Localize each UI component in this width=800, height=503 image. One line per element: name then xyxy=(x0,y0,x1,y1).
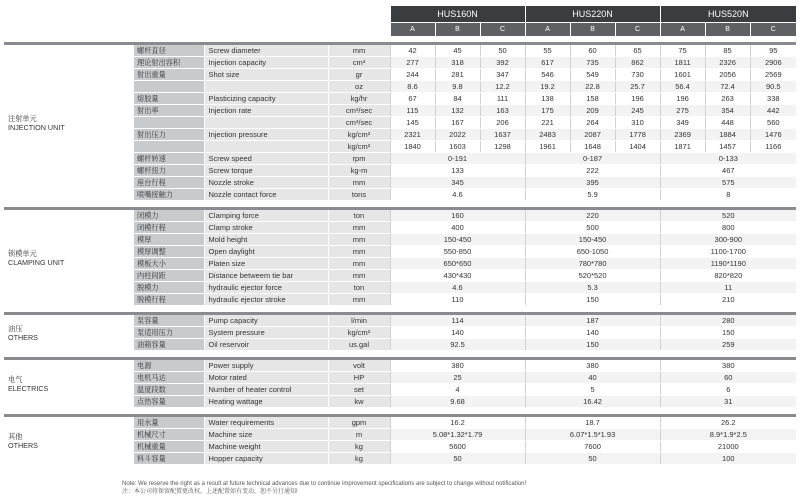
spec-value: 549 xyxy=(570,69,615,81)
spec-value: 42 xyxy=(390,45,435,57)
spec-unit: mm xyxy=(328,234,390,246)
spec-unit: set xyxy=(328,384,390,396)
spec-value: 264 xyxy=(570,117,615,129)
spec-value-merged: 395 xyxy=(525,177,660,189)
spec-value-merged: 259 xyxy=(660,339,796,351)
spec-value: 163 xyxy=(480,105,525,117)
spec-value: 275 xyxy=(660,105,705,117)
spec-value: 60 xyxy=(570,45,615,57)
spec-value: 209 xyxy=(570,105,615,117)
spec-name-cn: 模厚调整 xyxy=(134,246,204,258)
spec-value-merged: 650-1050 xyxy=(525,246,660,258)
group-label-en: OTHERS xyxy=(8,440,38,450)
spec-value: 12.2 xyxy=(480,81,525,93)
spec-value: 95 xyxy=(750,45,796,57)
spec-unit: kg/hr xyxy=(328,93,390,105)
spec-value: 862 xyxy=(615,57,660,69)
model-name: HUS160N xyxy=(390,6,525,23)
spec-name-en: Pump capacity xyxy=(204,315,328,327)
spec-name-cn: 电机马达 xyxy=(134,372,204,384)
spec-value: 75 xyxy=(660,45,705,57)
spec-name-cn: 座台行程 xyxy=(134,177,204,189)
spec-value: 132 xyxy=(435,105,480,117)
spec-name-cn: 点热容量 xyxy=(134,396,204,408)
spec-row xyxy=(4,417,796,429)
spec-unit: us.gal xyxy=(328,339,390,351)
group-label-cn: 其他 xyxy=(8,431,23,441)
spec-value: 1778 xyxy=(615,129,660,141)
spec-name-cn: 闭模行程 xyxy=(134,222,204,234)
spec-value: 2056 xyxy=(705,69,750,81)
spec-value-merged: 5.3 xyxy=(525,282,660,294)
spec-unit: gr xyxy=(328,69,390,81)
spec-name-en: Distance betweem tie bar xyxy=(204,270,328,282)
spec-name-en: Oil reservoir xyxy=(204,339,328,351)
spec-name-cn: 机械重量 xyxy=(134,441,204,453)
variant-label: B xyxy=(570,23,615,37)
spec-unit: mm xyxy=(328,222,390,234)
spec-value: 56.4 xyxy=(660,81,705,93)
spec-value-merged: 4.6 xyxy=(390,282,525,294)
spec-name-cn xyxy=(134,117,204,129)
spec-value-merged: 100 xyxy=(660,453,796,465)
spec-unit: tons xyxy=(328,189,390,201)
spec-value: 9.8 xyxy=(435,81,480,93)
spec-value-merged: 0-133 xyxy=(660,153,796,165)
spec-value: 1166 xyxy=(750,141,796,153)
spec-value: 244 xyxy=(390,69,435,81)
spec-value: 354 xyxy=(705,105,750,117)
spec-value-merged: 160 xyxy=(390,210,525,222)
spec-name-cn: 温度段数 xyxy=(134,384,204,396)
spec-value: 1961 xyxy=(525,141,570,153)
spec-value-merged: 430*430 xyxy=(390,270,525,282)
spec-value-merged: 380 xyxy=(525,360,660,372)
spec-value: 50 xyxy=(480,45,525,57)
model-name: HUS520N xyxy=(660,6,796,23)
spec-value: 25.7 xyxy=(615,81,660,93)
spec-value-merged: 400 xyxy=(390,222,525,234)
spec-value: 349 xyxy=(660,117,705,129)
spec-value-merged: 8 xyxy=(660,189,796,201)
spec-name-cn: 熔胶量 xyxy=(134,93,204,105)
spec-unit: rpm xyxy=(328,153,390,165)
spec-name-cn: 螺杆扭力 xyxy=(134,165,204,177)
spec-value-merged: 150-450 xyxy=(525,234,660,246)
spec-name-cn: 内柱间距 xyxy=(134,270,204,282)
spec-name-en: hydraulic ejector stroke xyxy=(204,294,328,306)
spec-name-en: Motor rated xyxy=(204,372,328,384)
spec-value-merged: 25 xyxy=(390,372,525,384)
spec-value-merged: 820*820 xyxy=(660,270,796,282)
spec-name-en: hydraulic ejector force xyxy=(204,282,328,294)
spec-value-merged: 18.7 xyxy=(525,417,660,429)
spec-value-merged: 800 xyxy=(660,222,796,234)
spec-value-merged: 575 xyxy=(660,177,796,189)
spec-name-cn: 泵适用压力 xyxy=(134,327,204,339)
spec-row xyxy=(4,315,796,327)
spec-value-merged: 780*780 xyxy=(525,258,660,270)
spec-name-cn: 用水量 xyxy=(134,417,204,429)
spec-value-merged: 40 xyxy=(525,372,660,384)
spec-value-merged: 0-187 xyxy=(525,153,660,165)
spec-name-en: Number of heater control xyxy=(204,384,328,396)
spec-value-merged: 5 xyxy=(525,384,660,396)
spec-value: 221 xyxy=(525,117,570,129)
spec-unit: kg-m xyxy=(328,165,390,177)
spec-value-merged: 26.2 xyxy=(660,417,796,429)
spec-value: 2906 xyxy=(750,57,796,69)
group-label xyxy=(4,417,134,465)
spec-value: 1871 xyxy=(660,141,705,153)
spec-name-en: Machine size xyxy=(204,429,328,441)
group-label-cn: 油压 xyxy=(8,323,23,333)
spec-value: 448 xyxy=(705,117,750,129)
spec-value: 85 xyxy=(705,45,750,57)
spec-value: 310 xyxy=(615,117,660,129)
spec-name-en xyxy=(204,117,328,129)
spec-unit: cm³ xyxy=(328,57,390,69)
spec-value: 1404 xyxy=(615,141,660,153)
spec-value-merged: 6 xyxy=(660,384,796,396)
spec-row xyxy=(4,360,796,372)
spec-value-merged: 5.08*1.32*1.79 xyxy=(390,429,525,441)
spec-value: 19.2 xyxy=(525,81,570,93)
spec-unit: mm xyxy=(328,177,390,189)
spec-value-merged: 520 xyxy=(660,210,796,222)
group-label-en: INJECTION UNIT xyxy=(8,122,65,132)
spec-name-en: Nozzle contact force xyxy=(204,189,328,201)
spec-unit: volt xyxy=(328,360,390,372)
spec-name-cn: 模厚 xyxy=(134,234,204,246)
spec-name-en: Injection rate xyxy=(204,105,328,117)
spec-unit: mm xyxy=(328,45,390,57)
spec-value-merged: 5.9 xyxy=(525,189,660,201)
spec-value-merged: 520*520 xyxy=(525,270,660,282)
spec-name-en xyxy=(204,141,328,153)
spec-value-merged: 380 xyxy=(660,360,796,372)
spec-value-merged: 467 xyxy=(660,165,796,177)
spec-value: 67 xyxy=(390,93,435,105)
spec-unit: kg xyxy=(328,453,390,465)
spec-name-cn: 射出重量 xyxy=(134,69,204,81)
variant-label: A xyxy=(525,23,570,37)
spec-value-merged: 11 xyxy=(660,282,796,294)
spec-value-merged: 650*650 xyxy=(390,258,525,270)
spec-value: 65 xyxy=(615,45,660,57)
spec-table xyxy=(4,6,796,465)
spec-value-merged: 150-450 xyxy=(390,234,525,246)
variant-label: A xyxy=(390,23,435,37)
spec-value: 2569 xyxy=(750,69,796,81)
spec-value: 196 xyxy=(660,93,705,105)
spec-unit: cm³/sec xyxy=(328,117,390,129)
spec-value: 145 xyxy=(390,117,435,129)
group-label xyxy=(4,45,134,201)
spec-value-merged: 1190*1190 xyxy=(660,258,796,270)
spec-value: 730 xyxy=(615,69,660,81)
spec-value: 1840 xyxy=(390,141,435,153)
spec-unit: mm xyxy=(328,246,390,258)
spec-row xyxy=(4,45,796,57)
spec-name-cn xyxy=(134,81,204,93)
spec-name-cn: 闭模力 xyxy=(134,210,204,222)
spec-value-merged: 500 xyxy=(525,222,660,234)
spec-name-en: Water requirements xyxy=(204,417,328,429)
footnotes xyxy=(122,480,526,496)
variant-label: C xyxy=(480,23,525,37)
spec-value: 167 xyxy=(435,117,480,129)
spec-value: 1601 xyxy=(660,69,705,81)
spec-value: 617 xyxy=(525,57,570,69)
spec-name-cn: 机械尺寸 xyxy=(134,429,204,441)
spec-unit: ton xyxy=(328,210,390,222)
spec-value: 1884 xyxy=(705,129,750,141)
spec-row xyxy=(4,210,796,222)
spec-name-en: Machine weight xyxy=(204,441,328,453)
spec-value-merged: 4.6 xyxy=(390,189,525,201)
spec-name-en: Nozzle stroke xyxy=(204,177,328,189)
spec-name-en: Clamp stroke xyxy=(204,222,328,234)
spec-value-merged: 9.68 xyxy=(390,396,525,408)
group-label-en: ELECTRICS xyxy=(8,383,49,393)
group-label-en: OTHERS xyxy=(8,332,38,342)
spec-value-merged: 380 xyxy=(390,360,525,372)
group-label xyxy=(4,315,134,351)
spec-unit: mm xyxy=(328,258,390,270)
spec-value: 2087 xyxy=(570,129,615,141)
spec-value-merged: 550-850 xyxy=(390,246,525,258)
spec-name-en: Clamping force xyxy=(204,210,328,222)
spec-name-cn: 螺杆转速 xyxy=(134,153,204,165)
spec-value: 1476 xyxy=(750,129,796,141)
spec-value-merged: 4 xyxy=(390,384,525,396)
spec-value-merged: 140 xyxy=(525,327,660,339)
spec-name-cn: 脱模力 xyxy=(134,282,204,294)
spec-value-merged: 187 xyxy=(525,315,660,327)
spec-name-en: Screw speed xyxy=(204,153,328,165)
spec-value: 2483 xyxy=(525,129,570,141)
spec-name-cn: 脱模行程 xyxy=(134,294,204,306)
spec-value-merged: 222 xyxy=(525,165,660,177)
group-label xyxy=(4,360,134,408)
group-label-cn: 注射单元 xyxy=(8,113,37,123)
spec-value: 735 xyxy=(570,57,615,69)
spec-value-merged: 110 xyxy=(390,294,525,306)
spec-value: 1298 xyxy=(480,141,525,153)
spec-value-merged: 5600 xyxy=(390,441,525,453)
spec-value-merged: 50 xyxy=(525,453,660,465)
variant-label: B xyxy=(435,23,480,37)
spec-name-en: Platen size xyxy=(204,258,328,270)
spec-unit: cm³/sec xyxy=(328,105,390,117)
spec-value: 338 xyxy=(750,93,796,105)
spec-name-cn: 模板大小 xyxy=(134,258,204,270)
subheader-blank xyxy=(4,23,390,37)
spec-value: 22.8 xyxy=(570,81,615,93)
spec-value: 175 xyxy=(525,105,570,117)
spec-unit: kg/cm² xyxy=(328,327,390,339)
spec-name-cn: 电源 xyxy=(134,360,204,372)
spec-unit: kg/cm² xyxy=(328,141,390,153)
note-en: Note: We reserve the right as a result at future technical advances due to continue improvement specifications are subject to change without notification! xyxy=(122,481,527,487)
variant-label: C xyxy=(750,23,796,37)
spec-unit: kw xyxy=(328,396,390,408)
spec-value: 347 xyxy=(480,69,525,81)
model-name: HUS220N xyxy=(525,6,660,23)
spec-name-en: Injection pressure xyxy=(204,129,328,141)
spec-unit: kg/cm² xyxy=(328,129,390,141)
spec-name-cn: 料斗容量 xyxy=(134,453,204,465)
spec-value: 1637 xyxy=(480,129,525,141)
spec-value-merged: 7600 xyxy=(525,441,660,453)
spec-value: 2369 xyxy=(660,129,705,141)
spec-value-merged: 16.2 xyxy=(390,417,525,429)
spec-name-cn: 泵容量 xyxy=(134,315,204,327)
spec-value: 281 xyxy=(435,69,480,81)
spec-value: 546 xyxy=(525,69,570,81)
group-label-en: CLAMPING UNIT xyxy=(8,257,65,267)
spec-value-merged: 60 xyxy=(660,372,796,384)
spec-value-merged: 1100-1700 xyxy=(660,246,796,258)
spec-value: 560 xyxy=(750,117,796,129)
spec-value: 115 xyxy=(390,105,435,117)
spec-value: 1457 xyxy=(705,141,750,153)
variant-label: C xyxy=(615,23,660,37)
spec-name-cn: 射出率 xyxy=(134,105,204,117)
spec-value: 277 xyxy=(390,57,435,69)
note-cn: 注：本公司将保留配置更改权，上述配置如有变动，恕不另行通知! xyxy=(122,489,298,495)
spec-value: 90.5 xyxy=(750,81,796,93)
spec-value-merged: 8.9*1.9*2.5 xyxy=(660,429,796,441)
spec-value: 1648 xyxy=(570,141,615,153)
spec-value-merged: 150 xyxy=(525,294,660,306)
spec-name-en xyxy=(204,81,328,93)
spec-name-cn: 油箱容量 xyxy=(134,339,204,351)
spec-name-en: Shot size xyxy=(204,69,328,81)
model-variant-row xyxy=(4,23,796,37)
spec-value-merged: 133 xyxy=(390,165,525,177)
spec-value-merged: 300-900 xyxy=(660,234,796,246)
spec-name-en: Screw diameter xyxy=(204,45,328,57)
spec-value: 55 xyxy=(525,45,570,57)
spec-value-merged: 0-191 xyxy=(390,153,525,165)
spec-value: 1603 xyxy=(435,141,480,153)
spec-name-en: Screw torque xyxy=(204,165,328,177)
spec-name-en: Power supply xyxy=(204,360,328,372)
spec-value-merged: 150 xyxy=(525,339,660,351)
spec-unit: HP xyxy=(328,372,390,384)
spec-value: 2022 xyxy=(435,129,480,141)
spec-name-en: Heating wattage xyxy=(204,396,328,408)
spec-name-en: Plasticizing capacity xyxy=(204,93,328,105)
spec-unit: m xyxy=(328,429,390,441)
spec-value: 2326 xyxy=(705,57,750,69)
spec-value-merged: 31 xyxy=(660,396,796,408)
spec-value: 392 xyxy=(480,57,525,69)
spec-value-merged: 114 xyxy=(390,315,525,327)
spec-name-en: Open daylight xyxy=(204,246,328,258)
spec-name-cn xyxy=(134,141,204,153)
spec-value: 206 xyxy=(480,117,525,129)
group-label xyxy=(4,210,134,306)
header-blank xyxy=(4,6,390,23)
spec-value: 1811 xyxy=(660,57,705,69)
spec-unit: mm xyxy=(328,270,390,282)
spec-name-en: System pressure xyxy=(204,327,328,339)
group-label-cn: 锁模单元 xyxy=(8,248,37,258)
spec-value: 263 xyxy=(705,93,750,105)
spec-unit: l/min xyxy=(328,315,390,327)
spec-name-cn: 喷嘴接触力 xyxy=(134,189,204,201)
spec-name-cn: 螺杆直径 xyxy=(134,45,204,57)
variant-label: A xyxy=(660,23,705,37)
spec-value: 138 xyxy=(525,93,570,105)
spec-unit: gpm xyxy=(328,417,390,429)
spec-value-merged: 210 xyxy=(660,294,796,306)
spec-value: 245 xyxy=(615,105,660,117)
spec-value-merged: 50 xyxy=(390,453,525,465)
spec-unit: ton xyxy=(328,282,390,294)
spec-unit: kg xyxy=(328,441,390,453)
variant-label: B xyxy=(705,23,750,37)
spec-value-merged: 6.07*1.5*1.93 xyxy=(525,429,660,441)
spec-name-en: Injection capacity xyxy=(204,57,328,69)
spec-value: 45 xyxy=(435,45,480,57)
spec-value: 8.6 xyxy=(390,81,435,93)
spec-value-merged: 140 xyxy=(390,327,525,339)
spec-unit: oz xyxy=(328,81,390,93)
spec-value-merged: 280 xyxy=(660,315,796,327)
group-label-cn: 电气 xyxy=(8,374,23,384)
spec-value-merged: 150 xyxy=(660,327,796,339)
spec-value-merged: 21000 xyxy=(660,441,796,453)
spec-value: 318 xyxy=(435,57,480,69)
model-header-row xyxy=(4,6,796,23)
spec-name-cn: 射出压力 xyxy=(134,129,204,141)
spec-value: 196 xyxy=(615,93,660,105)
spec-value-merged: 92.5 xyxy=(390,339,525,351)
spec-value: 84 xyxy=(435,93,480,105)
spec-name-en: Hopper capacity xyxy=(204,453,328,465)
spec-value-merged: 220 xyxy=(525,210,660,222)
spec-value-merged: 345 xyxy=(390,177,525,189)
spec-value: 111 xyxy=(480,93,525,105)
spec-value: 158 xyxy=(570,93,615,105)
spec-name-en: Mold height xyxy=(204,234,328,246)
spec-name-cn: 理论射出容积 xyxy=(134,57,204,69)
spec-value-merged: 16.42 xyxy=(525,396,660,408)
spec-unit: mm xyxy=(328,294,390,306)
spec-value: 2321 xyxy=(390,129,435,141)
spec-value: 442 xyxy=(750,105,796,117)
spec-value: 72.4 xyxy=(705,81,750,93)
